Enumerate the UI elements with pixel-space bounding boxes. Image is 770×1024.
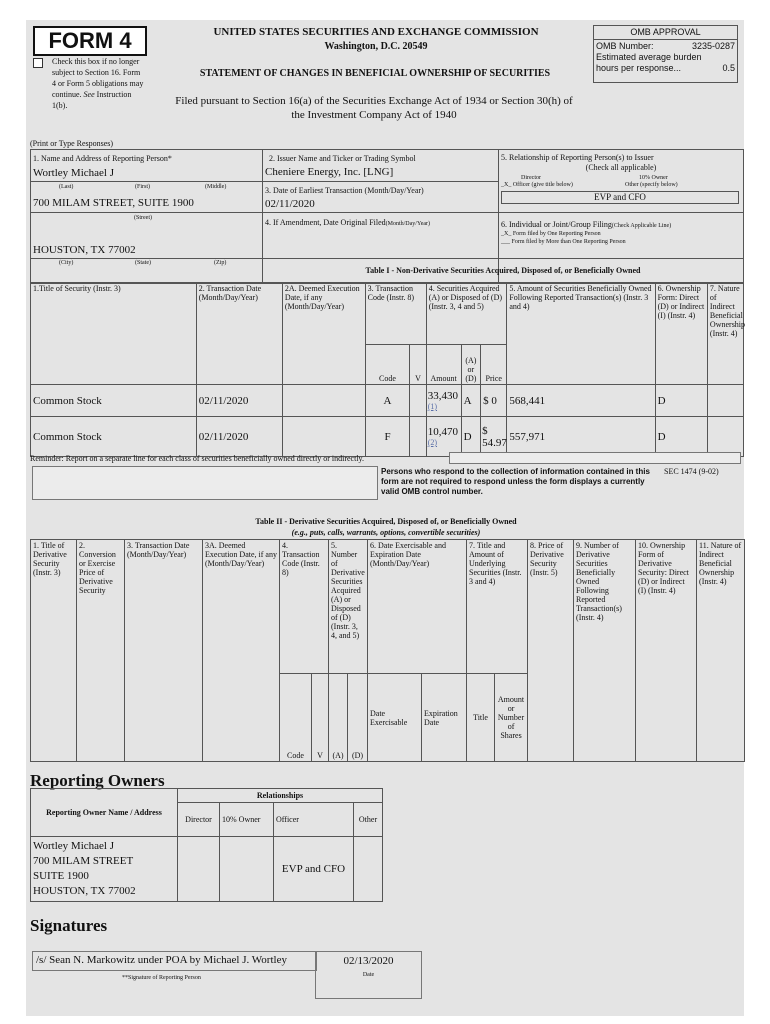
t1-sub-price: Price <box>481 345 507 385</box>
rel-10pct-owner: 10% Owner <box>639 175 668 181</box>
t2-h-number: 5. Number of Derivative Securities Acquired (A) or Disposed of (D) (Instr. 3, 4, and 5) <box>329 540 368 674</box>
table2-derivative <box>30 539 745 762</box>
ro-h-relationships: Relationships <box>178 789 383 803</box>
reminder-text: Reminder: Report on a separate line for each class of securities beneficially owned directly or indirectly. <box>30 454 365 463</box>
t2-h-date: 3. Transaction Date (Month/Day/Year) <box>125 540 203 762</box>
t2-h-exercisable: 6. Date Exercisable and Expiration Date (Month/Day/Year) <box>368 540 467 674</box>
label-last: (Last) <box>59 184 74 190</box>
signature-label: **Signature of Reporting Person <box>122 975 201 981</box>
t1-row2-date: 02/11/2020 <box>196 417 282 457</box>
omb-number-value: 3235-0287 <box>691 41 735 51</box>
table1-title: Table I - Non-Derivative Securities Acquired, Disposed of, or Beneficially Owned <box>365 266 641 275</box>
reporting-person-name: Wortley Michael J <box>33 167 114 179</box>
earliest-transaction-date: 02/11/2020 <box>265 198 315 210</box>
persons-respond-notice: Persons who respond to the collection of information contained in this form are not required to respond unless the form displays a currently valid OMB control number. <box>381 467 650 496</box>
box6-label: 6. Individual or Joint/Group Filing(Check Applicable Line) <box>501 220 672 229</box>
reporting-person-street: 700 MILAM STREET, SUITE 1900 <box>33 197 194 209</box>
t1-sub-v: V <box>410 345 426 385</box>
box3-label: 3. Date of Earliest Transaction (Month/Day/Year) <box>265 186 424 195</box>
label-middle: (Middle) <box>205 184 227 190</box>
t1-row1-footnote-link[interactable]: (1) <box>427 402 438 411</box>
box5-sub: (Check all applicable) <box>585 163 657 172</box>
t1-h-nature: 7. Nature of Indirect Beneficial Ownership (Instr. 4) <box>707 283 743 385</box>
officer-title: EVP and CFO <box>501 191 739 204</box>
table-row <box>31 837 383 902</box>
label-city: (City) <box>59 260 74 266</box>
t1-sub-amount: Amount <box>426 345 461 385</box>
no-longer-subject-checkbox[interactable] <box>33 58 43 68</box>
t1-sub-code: Code <box>365 345 410 385</box>
ro-h-officer: Officer <box>274 803 354 837</box>
t1-row1-v <box>410 385 426 417</box>
print-note: (Print or Type Responses) <box>30 139 114 148</box>
label-zip: (Zip) <box>214 260 227 266</box>
omb-title: OMB APPROVAL <box>594 26 737 40</box>
t1-h-code: 3. Transaction Code (Instr. 8) <box>365 283 426 345</box>
agency-location: Washington, D.C. 20549 <box>324 41 428 52</box>
t1-row1-amount: 33,430 (1) <box>426 385 461 417</box>
table2-title: Table II - Derivative Securities Acquired, Disposed of, or Beneficially Owned <box>255 517 517 526</box>
signature-date: 02/13/2020 <box>343 955 394 967</box>
t2-h-conversion: 2. Conversion or Exercise Price of Derivative Security <box>77 540 125 762</box>
t2-h-price: 8. Price of Derivative Security (Instr. 5) <box>528 540 574 762</box>
t1-row2-nature <box>707 417 743 457</box>
ro-10pct-value <box>220 837 274 902</box>
t1-row2-v <box>410 417 426 457</box>
table-row <box>31 385 744 417</box>
t1-row2-aord: D <box>461 417 481 457</box>
label-street: (Street) <box>134 215 152 221</box>
t1-h-securities: 4. Securities Acquired (A) or Disposed of (D) (Instr. 3, 4 and 5) <box>426 283 507 345</box>
t2-sub-title: Title <box>467 674 495 762</box>
t2-sub-v: V <box>312 674 329 762</box>
box2-label: 2. Issuer Name and Ticker or Trading Symbol <box>269 154 416 163</box>
t1-row1-owned: 568,441 <box>507 385 655 417</box>
t2-h-number-owned: 9. Number of Derivative Securities Beneficially Owned Following Reported Transaction(s) (Instr. 4) <box>574 540 636 762</box>
t1-row2-footnote-link[interactable]: (2) <box>427 438 438 447</box>
t1-row2-form: D <box>655 417 707 457</box>
signatures-heading: Signatures <box>30 916 108 935</box>
t1-row2-amount: 10,470 (2) <box>426 417 461 457</box>
t1-row2-price: $ 54.97 <box>481 417 507 457</box>
t1-h-title: 1.Title of Security (Instr. 3) <box>31 283 197 385</box>
blank-box <box>32 466 378 500</box>
ro-director-value <box>178 837 220 902</box>
t1-row1-date: 02/11/2020 <box>196 385 282 417</box>
box4-label: 4. If Amendment, Date Original Filed(Month/Day/Year) <box>265 218 431 227</box>
filing-one-person: _X_ Form filed by One Reporting Person <box>501 231 601 237</box>
rel-officer: _X_ Officer (give title below) <box>501 182 573 188</box>
reporting-owners-heading: Reporting Owners <box>30 771 165 790</box>
signature-date-box <box>315 951 422 999</box>
box1-label: 1. Name and Address of Reporting Person* <box>33 154 172 163</box>
rel-director: Director <box>521 175 541 181</box>
statement-title: STATEMENT OF CHANGES IN BENEFICIAL OWNERSHIP OF SECURITIES <box>199 68 551 79</box>
rel-other: Other (specify below) <box>625 182 678 188</box>
ro-officer-value: EVP and CFO <box>274 837 354 902</box>
box5-label: 5. Relationship of Reporting Person(s) to Issuer <box>501 153 654 162</box>
t2-sub-a: (A) <box>329 674 348 762</box>
t1-h-deemed: 2A. Deemed Execution Date, if any (Month/Day/Year) <box>282 283 365 385</box>
ro-h-other: Other <box>354 803 383 837</box>
t1-row2-title: Common Stock <box>31 417 197 457</box>
form-title: FORM 4 <box>33 26 147 56</box>
omb-approval-box <box>593 25 738 83</box>
omb-hours-label: hours per response... <box>596 63 682 73</box>
t2-sub-amount: Amount or Number of Shares <box>495 674 528 762</box>
t2-sub-date-exercisable: Date Exercisable <box>368 674 422 762</box>
t2-h-nature: 11. Nature of Indirect Beneficial Ownership (Instr. 4) <box>697 540 745 762</box>
t1-row2-deemed <box>282 417 365 457</box>
filed-pursuant-line2: the Investment Company Act of 1940 <box>291 109 457 121</box>
t1-row2-code: F <box>365 417 410 457</box>
form4-page <box>26 20 744 1016</box>
ro-h-director: Director <box>178 803 220 837</box>
t1-row1-deemed <box>282 385 365 417</box>
t1-row1-aord: A <box>461 385 481 417</box>
t2-sub-code: Code <box>280 674 312 762</box>
label-state: (State) <box>135 260 151 266</box>
ro-h-name: Reporting Owner Name / Address <box>31 789 178 837</box>
table2-subtitle: (e.g., puts, calls, warrants, options, convertible securities) <box>291 528 481 537</box>
ro-h-10pct-owner: 10% Owner <box>220 803 274 837</box>
reporting-owners-table <box>30 788 383 902</box>
table-row <box>31 417 744 457</box>
top-grid <box>30 149 744 284</box>
sec-form-number: SEC 1474 (9-02) <box>664 467 719 476</box>
t2-h-deemed: 3A. Deemed Execution Date, if any (Month/Day/Year) <box>203 540 280 762</box>
t2-sub-d: (D) <box>348 674 368 762</box>
t2-h-underlying: 7. Title and Amount of Underlying Securities (Instr. 3 and 4) <box>467 540 528 674</box>
t1-row1-nature <box>707 385 743 417</box>
omb-burden-label: Estimated average burden <box>596 52 702 62</box>
signature-value: /s/ Sean N. Markowitz under POA by Michael J. Wortley <box>36 954 287 966</box>
filed-pursuant-line1: Filed pursuant to Section 16(a) of the Securities Exchange Act of 1934 or Section 30(h) of <box>175 95 573 107</box>
checkbox-label: Check this box if no longer subject to Section 16. Form 4 or Form 5 obligations may continue. See Instruction 1(b). <box>52 57 144 110</box>
omb-hours-value: 0.5 <box>722 63 735 73</box>
table1-non-derivative <box>30 282 744 457</box>
t2-h-title: 1. Title of Derivative Security (Instr. 3) <box>31 540 77 762</box>
t2-h-ownership-form: 10. Ownership Form of Derivative Security: Direct (D) or Indirect (I) (Instr. 4) <box>636 540 697 762</box>
agency-name: UNITED STATES SECURITIES AND EXCHANGE COMMISSION <box>213 26 539 38</box>
label-first: (First) <box>135 184 150 190</box>
t1-row2-owned: 557,971 <box>507 417 655 457</box>
omb-number-label: OMB Number: <box>596 41 654 51</box>
t1-sub-aord: (A) or (D) <box>461 345 481 385</box>
t1-h-date: 2. Transaction Date (Month/Day/Year) <box>196 283 282 385</box>
ro-other-value <box>354 837 383 902</box>
reminder-input-box <box>449 452 741 464</box>
t2-sub-expiration: Expiration Date <box>422 674 467 762</box>
t1-row1-title: Common Stock <box>31 385 197 417</box>
t1-h-amount-owned: 5. Amount of Securities Beneficially Owned Following Reported Transaction(s) (Instr. 3 and 4) <box>507 283 655 385</box>
filing-multiple-persons: ___ Form filed by More than One Reporting Person <box>501 239 626 245</box>
signature-box <box>32 951 317 971</box>
ro-owner-address: Wortley Michael J 700 MILAM STREET SUITE 1900 HOUSTON, TX 77002 <box>31 837 178 902</box>
t1-row1-price: $ 0 <box>481 385 507 417</box>
signature-date-label: Date <box>362 972 375 978</box>
reporting-person-city: HOUSTON, TX 77002 <box>33 244 136 256</box>
t2-h-code: 4. Transaction Code (Instr. 8) <box>280 540 329 674</box>
issuer-name: Cheniere Energy, Inc. [LNG] <box>265 166 394 178</box>
t1-row1-code: A <box>365 385 410 417</box>
t1-h-ownership-form: 6. Ownership Form: Direct (D) or Indirect (I) (Instr. 4) <box>655 283 707 385</box>
t1-row1-form: D <box>655 385 707 417</box>
